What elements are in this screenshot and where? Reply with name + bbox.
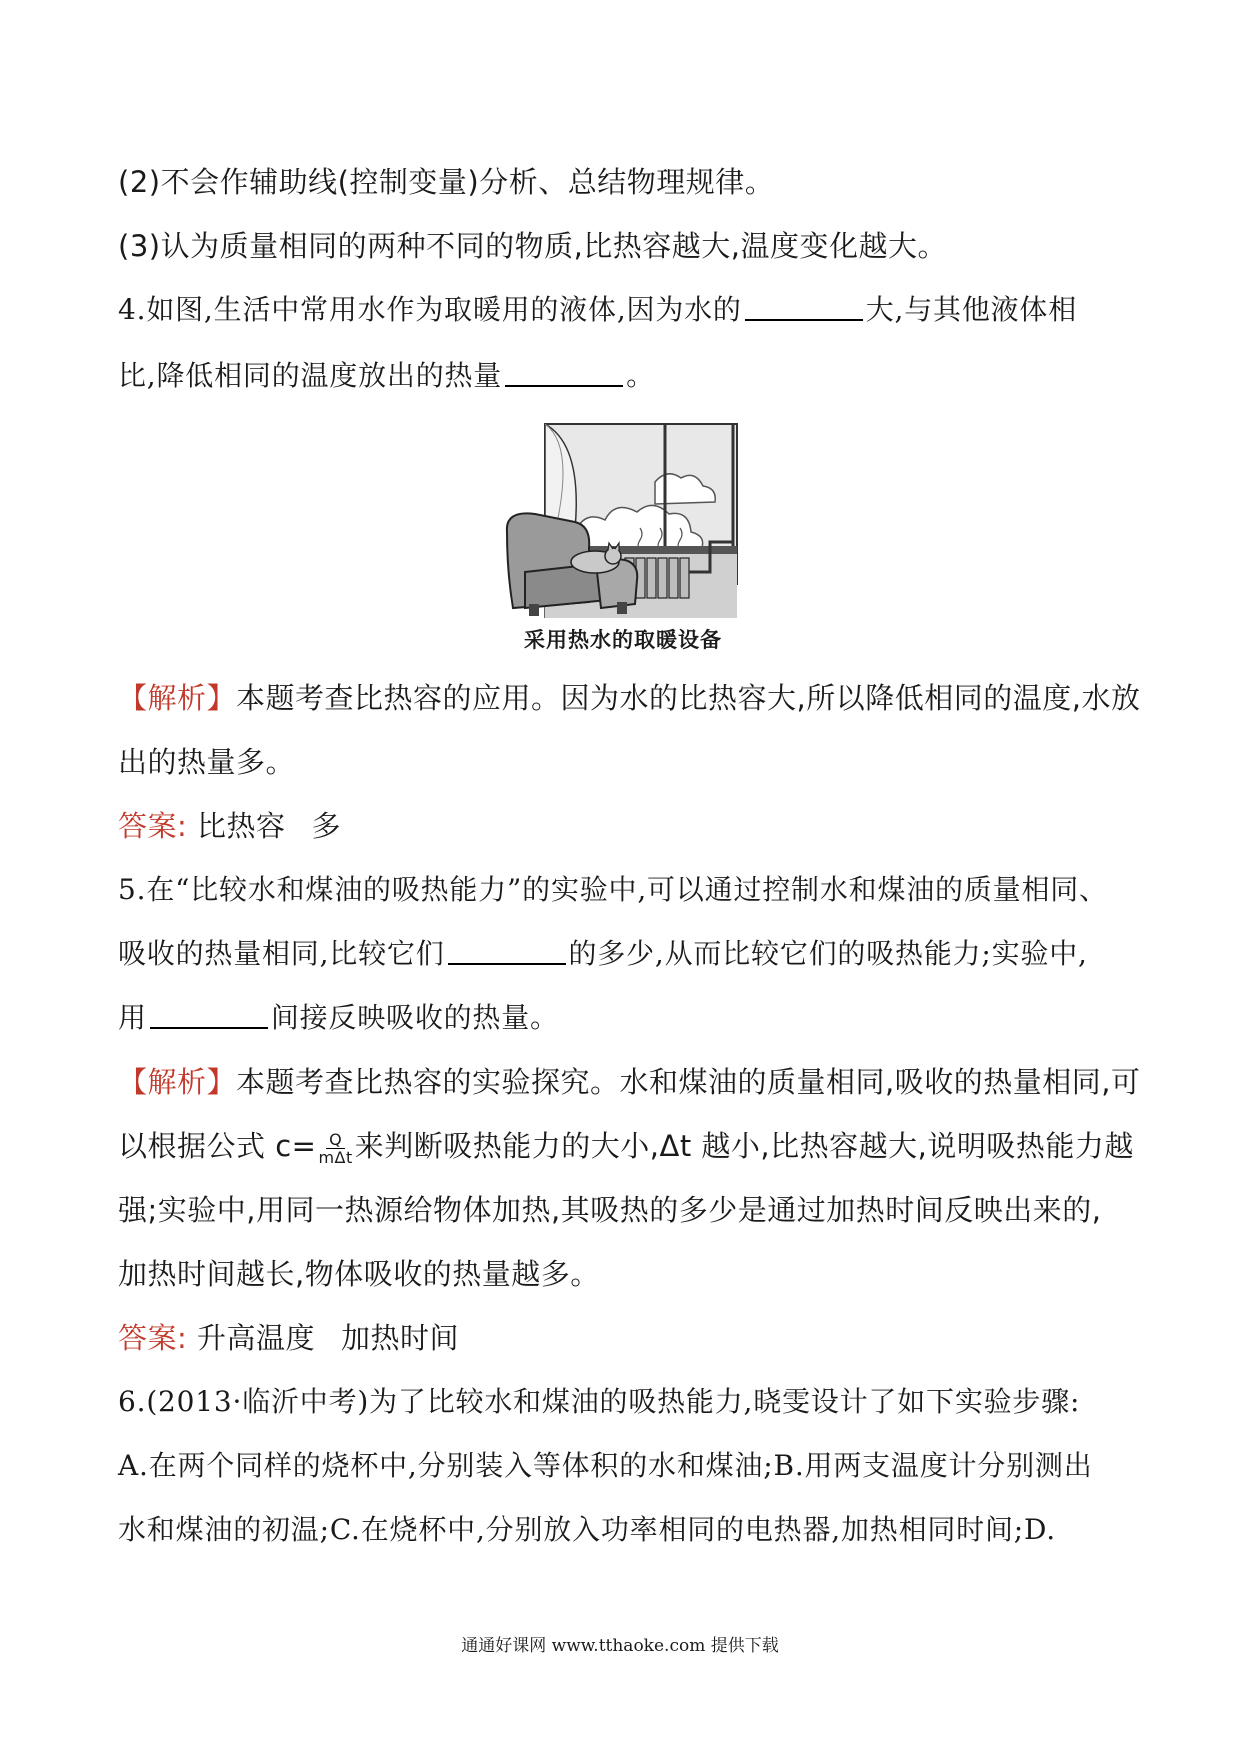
analysis-4-line-1 [118,678,1141,718]
figure-caption: 采用热水的取暖设备 [524,628,722,652]
fraction-denominator: mΔt [318,1147,353,1167]
page-footer: 通通好课网 www.tthaoke.com 提供下载 [461,1636,779,1656]
question-6-line-3: 水和煤油的初温;C.在烧杯中,分别放入功率相同的电热器,加热相同时间;D. [118,1513,1056,1546]
analysis-text: 本题考查比热容的实验探究。水和煤油的质量相同,吸收的热量相同,可 [236,1065,1141,1099]
question-4-text: 4.如图,生活中常用水作为取暖用的液体,因为水的 [118,293,742,326]
question-6-line-1: 6.(2013·临沂中考)为了比较水和煤油的吸热能力,晓雯设计了如下实验步骤: [118,1385,1081,1418]
question-5-text: 的多少,从而比较它们的吸热能力;实验中, [568,937,1088,970]
question-5-line-1: 5.在“比较水和煤油的吸热能力”的实验中,可以通过控制水和煤油的质量相同、 [118,873,1108,906]
question-4-text: 。 [626,359,655,392]
analysis-5-line-4: 加热时间越长,物体吸收的热量越多。 [118,1257,600,1291]
answer-blank [150,1001,268,1029]
answer-value: 比热容 [197,809,286,843]
analysis-tag: 【解析】 [118,681,237,715]
analysis-text: 本题考查比热容的应用。因为水的比热容大,所以降低相同的温度,水放 [236,681,1141,715]
question-5-text: 间接反映吸收的热量。 [270,1001,559,1034]
analysis-5-line-2 [118,1126,1134,1167]
question-5-line-2 [118,934,1128,974]
question-4-text: 比,降低相同的温度放出的热量 [118,359,503,392]
question-6-line-2: A.在两个同样的烧杯中,分别装入等体积的水和煤油;B.用两支温度计分别测出 [118,1449,1093,1482]
answer-5 [118,1318,1128,1358]
radiator-room-illustration [505,422,741,618]
analysis-tag: 【解析】 [118,1065,237,1099]
question-5-line-3 [118,998,1128,1038]
question-4-text: 大,与其他液体相 [865,293,1078,326]
answer-value: 多 [311,809,342,843]
analysis-4-line-2: 出的热量多。 [118,745,296,779]
reason-3: (3)认为质量相同的两种不同的物质,比热容越大,温度变化越大。 [118,229,948,263]
question-5-text: 吸收的热量相同,比较它们 [118,937,445,970]
answer-blank [505,359,623,387]
question-4-line-2 [118,356,1128,396]
answer-tag: 答案: [118,1321,188,1355]
answer-blank [745,293,863,321]
fraction-numerator: Q [326,1131,345,1149]
analysis-5-line-1 [118,1062,1141,1102]
answer-4 [118,806,1128,846]
answer-blank [448,937,566,965]
reason-2: (2)不会作辅助线(控制变量)分析、总结物理规律。 [118,165,775,199]
analysis-5-line-3: 强;实验中,用同一热源给物体加热,其吸热的多少是通过加热时间反映出来的, [118,1193,1102,1227]
question-4-line-1 [118,290,1128,330]
answer-tag: 答案: [118,809,188,843]
answer-value: 升高温度 [197,1321,316,1355]
formula-fraction [318,1131,352,1166]
analysis-text: 来判断吸热能力的大小,Δt 越小,比热容越大,说明吸热能力越 [354,1129,1134,1163]
analysis-text: 以根据公式 c= [118,1129,317,1163]
question-5-text: 用 [118,1001,147,1034]
answer-value: 加热时间 [341,1321,460,1355]
